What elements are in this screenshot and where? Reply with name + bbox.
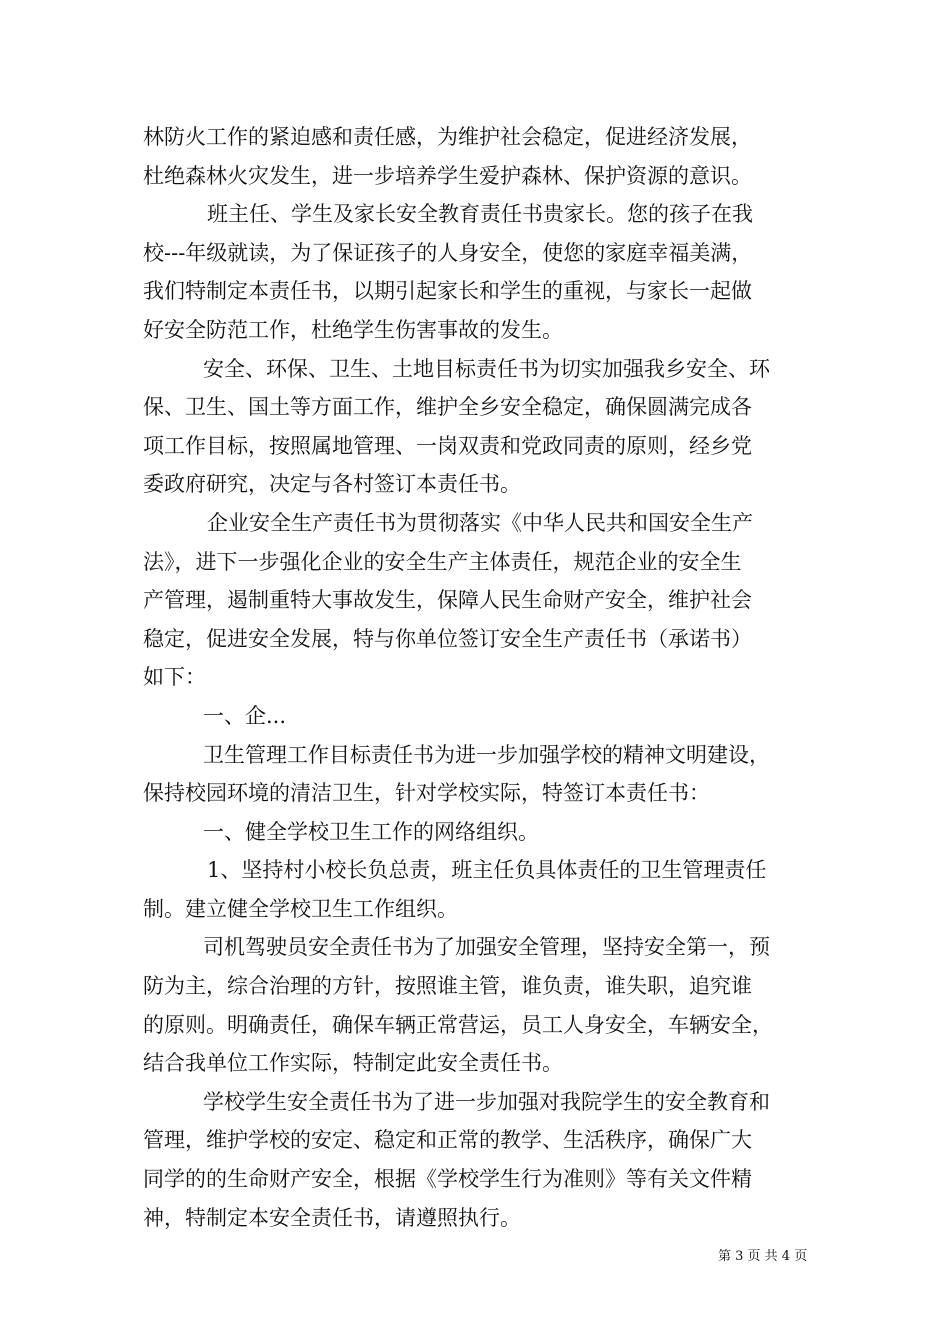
text-line: 神，特制定本安全责任书，请遵照执行。 (143, 1205, 521, 1230)
text-line: 林防火工作的紧迫感和责任感，为维护社会稳定，促进经济发展， (143, 125, 752, 149)
text-line: 校---年级就读，为了保证孩子的人身安全，使您的家庭幸福美满， (143, 240, 753, 265)
text-line: 防为主，综合治理的方针，按照谁主管，谁负责，谁失职，追究谁 (143, 974, 752, 999)
text-line: 班主任、学生及家长安全教育责任书贵家长。您的孩子在我 (207, 202, 753, 227)
text-line: 稳定，促进安全发展，特与你单位签订安全生产责任书（承诺书） (143, 626, 752, 651)
text-line: 产管理，遏制重特大事故发生，保障人民生命财产安全，维护社会 (143, 588, 752, 613)
text-line: 保持校园环境的清洁卫生，针对学校实际，特签订本责任书： (143, 781, 710, 806)
text-line: 司机驾驶员安全责任书为了加强安全管理，坚持安全第一，预 (203, 935, 770, 960)
text-line: 安全、环保、卫生、土地目标责任书为切实加强我乡安全、环 (203, 356, 770, 381)
text-line: 企业安全生产责任书为贯彻落实《中华人民共和国安全生产 (207, 510, 753, 535)
text-line: 管理，维护学校的安定、稳定和正常的教学、生活秩序，确保广大 (143, 1128, 752, 1153)
text-line: 结合我单位工作实际，特制定此安全责任书。 (143, 1051, 563, 1076)
text-line: 制。建立健全学校卫生工作组织。 (143, 896, 458, 921)
text-line: 委政府研究，决定与各村签订本责任书。 (143, 472, 521, 497)
text-line: 好安全防范工作，杜绝学生伤害事故的发生。 (143, 317, 563, 342)
text-line: 法》，进下一步强化企业的安全生产主体责任，规范企业的安全生 (143, 549, 742, 574)
text-line: 保、卫生、国土等方面工作，维护全乡安全稳定，确保圆满完成各 (143, 395, 752, 420)
text-line: 学校学生安全责任书为了进一步加强对我院学生的安全教育和 (203, 1089, 770, 1114)
text-line: 我们特制定本责任书，以期引起家长和学生的重视，与家长一起做 (143, 279, 752, 304)
text-line: 1、坚持村小校长负总责，班主任负具体责任的卫生管理责任 (207, 858, 767, 883)
text-line: 如下： (143, 665, 206, 690)
page-number: 第 3 页 共 4 页 (718, 1249, 808, 1264)
text-line: 同学的的生命财产安全，根据《学校学生行为准则》等有关文件精 (143, 1167, 752, 1192)
text-line: 一、企... (203, 703, 287, 728)
text-line: 一、健全学校卫生工作的网络组织。 (203, 819, 539, 844)
text-line: 的原则。明确责任，确保车辆正常营运，员工人身安全，车辆安全， (143, 1012, 773, 1037)
text-line: 杜绝森林火灾发生，进一步培养学生爱护森林、保护资源的意识。 (143, 163, 752, 188)
text-line: 项工作目标，按照属地管理、一岗双责和党政同责的原则，经乡党 (143, 433, 752, 458)
document-body (143, 118, 811, 1237)
text-line: 卫生管理工作目标责任书为进一步加强学校的精神文明建设， (203, 742, 770, 767)
